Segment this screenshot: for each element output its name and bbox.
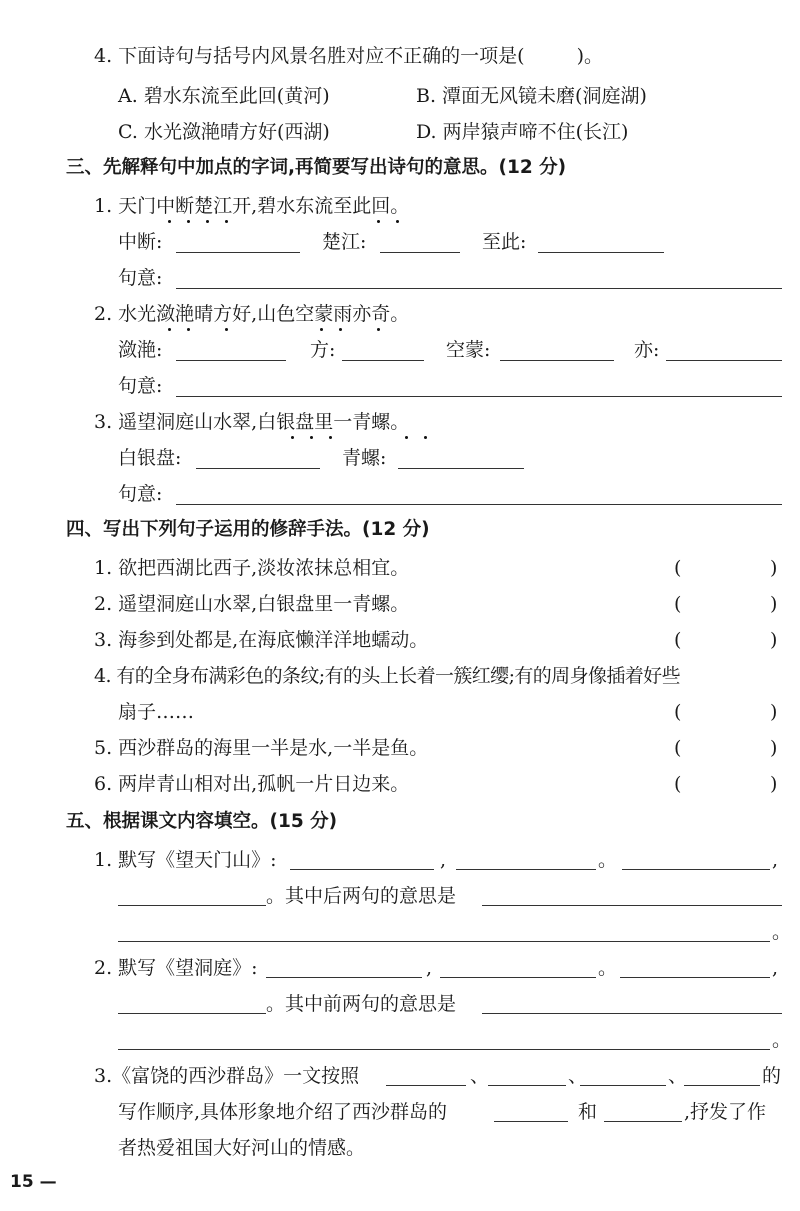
answer-blank[interactable] [176, 360, 286, 361]
sec3-sentence-2: 2. 水光潋滟晴方好,山色空蒙雨亦奇。 [94, 303, 410, 325]
answer-blank[interactable] [290, 869, 434, 870]
answer-blank[interactable] [500, 360, 614, 361]
answer-blank[interactable] [620, 977, 770, 978]
answer-blank[interactable] [118, 1013, 266, 1014]
emphasis-dot [339, 328, 342, 331]
answer-blank[interactable] [684, 1085, 760, 1086]
fill-2-meaning: 。其中前两句的意思是 [266, 993, 457, 1015]
sec4-item-4-cont: 扇子…… [118, 701, 195, 723]
answer-paren-left: ( [674, 629, 682, 651]
answer-paren-left: ( [674, 557, 682, 579]
emphasis-dot [396, 220, 399, 223]
emphasis-dot [329, 436, 332, 439]
sec3-label: 至此: [482, 231, 527, 253]
answer-blank[interactable] [118, 941, 770, 942]
emphasis-dot [187, 328, 190, 331]
fill-3-text: 者热爱祖国大好河山的情感。 [118, 1137, 366, 1159]
fill-2-label: 2. 默写《望洞庭》: [94, 957, 258, 979]
q4-stem: 4. 下面诗句与括号内风景名胜对应不正确的一项是( )。 [94, 45, 604, 67]
answer-blank[interactable] [488, 1085, 566, 1086]
sec3-label: 楚江: [322, 231, 367, 253]
meaning-label: 句意: [118, 375, 163, 397]
answer-blank[interactable] [176, 252, 300, 253]
meaning-label: 句意: [118, 267, 163, 289]
answer-blank[interactable] [604, 1121, 682, 1122]
meaning-label: 句意: [118, 483, 163, 505]
q4-option-d: D. 两岸猿声啼不住(长江) [416, 121, 629, 143]
answer-blank[interactable] [666, 360, 782, 361]
answer-blank[interactable] [580, 1085, 666, 1086]
sec3-label: 空蒙: [446, 339, 491, 361]
q4-option-a: A. 碧水东流至此回(黄河) [118, 85, 330, 107]
punct: 。 [772, 921, 792, 943]
answer-blank[interactable] [538, 252, 664, 253]
punct: 、 [470, 1065, 490, 1087]
sec3-label: 青螺: [342, 447, 387, 469]
answer-paren-left: ( [674, 737, 682, 759]
emphasis-dot [377, 328, 380, 331]
answer-blank[interactable] [266, 977, 422, 978]
answer-paren-right: ) [770, 737, 778, 759]
sec4-item-3: 3. 海参到处都是,在海底懒洋洋地蠕动。 [94, 629, 429, 651]
sec4-item-5: 5. 西沙群岛的海里一半是水,一半是鱼。 [94, 737, 429, 759]
sec4-item-6: 6. 两岸青山相对出,孤帆一片日边来。 [94, 773, 410, 795]
answer-blank[interactable] [622, 869, 770, 870]
emphasis-dot [187, 220, 190, 223]
section-3-title: 三、先解释句中加点的字词,再简要写出诗句的意思。(12 分) [66, 157, 567, 178]
emphasis-dot [424, 436, 427, 439]
answer-paren-left: ( [674, 701, 682, 723]
fill-3-text: 和 [578, 1101, 598, 1123]
answer-paren-right: ) [770, 557, 778, 579]
emphasis-dot [168, 220, 171, 223]
q4-option-b: B. 潭面无风镜未磨(洞庭湖) [416, 85, 647, 107]
answer-blank[interactable] [398, 468, 524, 469]
emphasis-dot [405, 436, 408, 439]
sec3-label: 亦: [634, 339, 660, 361]
answer-blank[interactable] [196, 468, 320, 469]
answer-blank[interactable] [118, 905, 266, 906]
sec3-label: 潋滟: [118, 339, 163, 361]
page-number: 15 — [10, 1172, 57, 1192]
fill-3-text: 写作顺序,具体形象地介绍了西沙群岛的 [118, 1101, 448, 1123]
answer-paren-left: ( [674, 773, 682, 795]
sec3-sentence-1: 1. 天门中断楚江开,碧水东流至此回。 [94, 195, 410, 217]
answer-blank[interactable] [380, 252, 460, 253]
punct: , [426, 957, 433, 979]
fill-3-text: 的 [762, 1065, 782, 1087]
punct: 。 [598, 849, 618, 871]
sec4-item-4: 4. 有的全身布满彩色的条纹;有的头上长着一簇红缨;有的周身像插着好些 [94, 665, 680, 687]
answer-blank[interactable] [456, 869, 596, 870]
answer-paren-right: ) [770, 629, 778, 651]
q4-option-c: C. 水光潋滟晴方好(西湖) [118, 121, 330, 143]
punct: , [440, 849, 447, 871]
answer-blank[interactable] [118, 1049, 770, 1050]
fill-3-label: 3.《富饶的西沙群岛》一文按照 [94, 1065, 360, 1087]
meaning-blank[interactable] [176, 504, 782, 505]
emphasis-dot [310, 436, 313, 439]
emphasis-dot [225, 220, 228, 223]
section-5-title: 五、根据课文内容填空。(15 分) [66, 811, 338, 832]
emphasis-dot [291, 436, 294, 439]
answer-blank[interactable] [482, 1013, 782, 1014]
meaning-blank[interactable] [176, 288, 782, 289]
sec4-item-1: 1. 欲把西湖比西子,淡妆浓抹总相宜。 [94, 557, 410, 579]
emphasis-dot [225, 328, 228, 331]
punct: , [772, 849, 779, 871]
answer-paren-left: ( [674, 593, 682, 615]
answer-blank[interactable] [342, 360, 424, 361]
meaning-blank[interactable] [176, 396, 782, 397]
fill-1-meaning: 。其中后两句的意思是 [266, 885, 457, 907]
answer-paren-right: ) [770, 773, 778, 795]
answer-blank[interactable] [386, 1085, 466, 1086]
punct: 、 [668, 1065, 688, 1087]
punct: , [772, 957, 779, 979]
sec3-label: 白银盘: [118, 447, 182, 469]
emphasis-dot [168, 328, 171, 331]
answer-paren-right: ) [770, 593, 778, 615]
answer-blank[interactable] [440, 977, 596, 978]
answer-blank[interactable] [482, 905, 782, 906]
sec3-sentence-3: 3. 遥望洞庭山水翠,白银盘里一青螺。 [94, 411, 410, 433]
sec3-label: 中断: [118, 231, 163, 253]
punct: 。 [598, 957, 618, 979]
punct: 、 [568, 1065, 588, 1087]
emphasis-dot [206, 220, 209, 223]
section-4-title: 四、写出下列句子运用的修辞手法。(12 分) [66, 519, 430, 540]
emphasis-dot [320, 328, 323, 331]
answer-blank[interactable] [494, 1121, 568, 1122]
sec4-item-2: 2. 遥望洞庭山水翠,白银盘里一青螺。 [94, 593, 410, 615]
sec3-label: 方: [310, 339, 336, 361]
fill-1-label: 1. 默写《望天门山》: [94, 849, 277, 871]
answer-paren-right: ) [770, 701, 778, 723]
punct: 。 [772, 1029, 792, 1051]
fill-3-text: ,抒发了作 [684, 1101, 767, 1123]
emphasis-dot [377, 220, 380, 223]
